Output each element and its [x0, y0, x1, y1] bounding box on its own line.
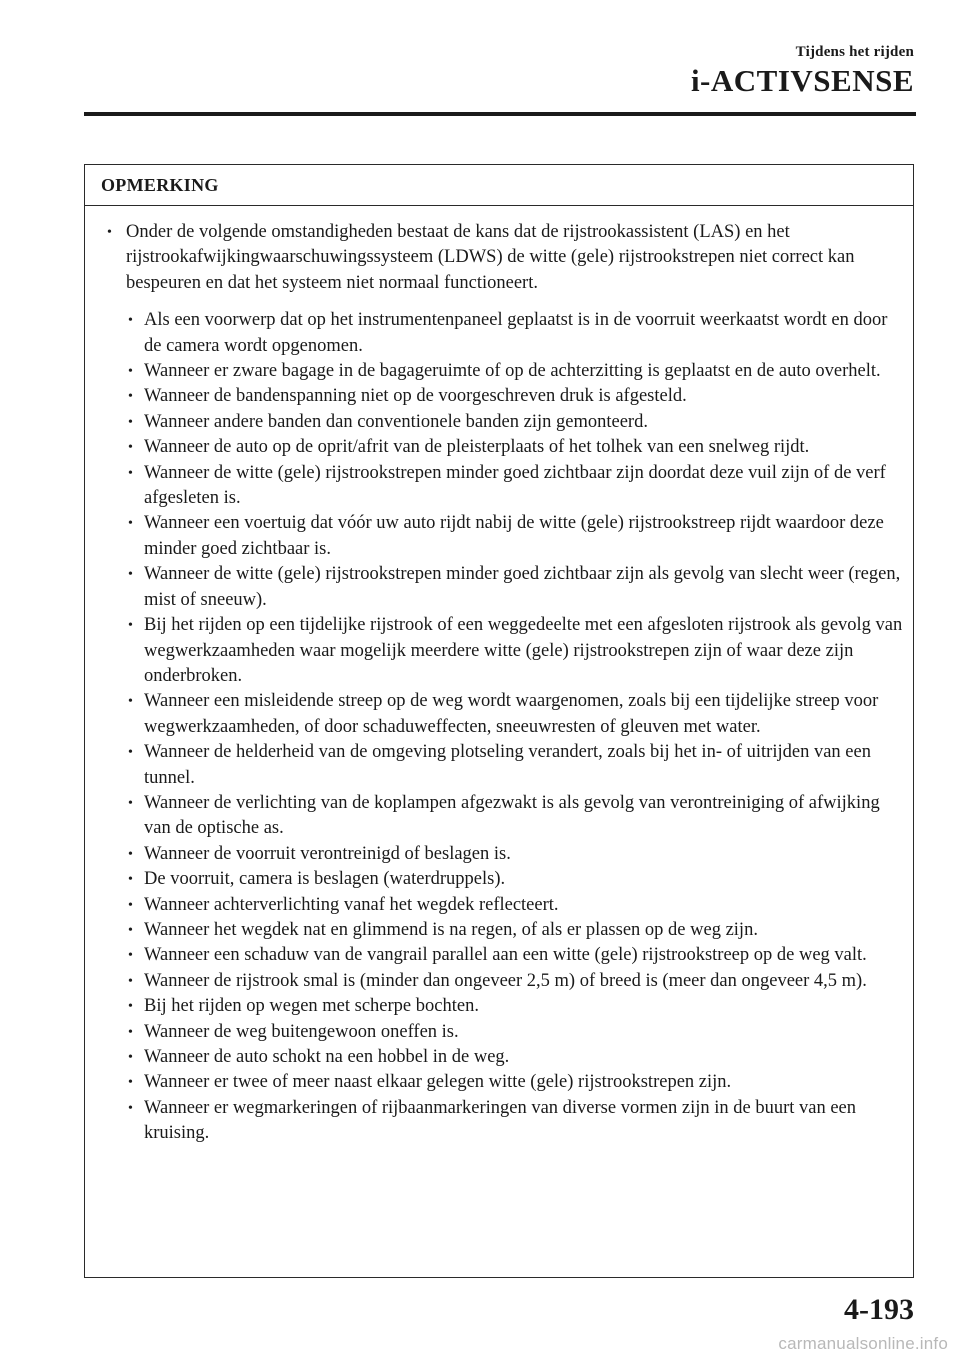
list-item-text: Wanneer de witte (gele) rijstrookstrepen minder goed zichtbaar zijn als gevolg van slecht weer (regen, mist of sneeuw).	[144, 564, 901, 610]
list-item	[126, 893, 905, 918]
bullet-icon: •	[128, 795, 133, 811]
note-box	[84, 164, 914, 1278]
list-item-text: Wanneer de weg buitengewoon oneffen is.	[144, 1021, 459, 1042]
list-item-text: Wanneer er zware bagage in de bagageruimte of op de achterzitting is geplaatst en de auto overhelt.	[144, 361, 881, 382]
bullet-icon: •	[128, 999, 133, 1015]
page-number: 4-193	[844, 1293, 914, 1326]
bullet-icon: •	[128, 516, 133, 532]
list-item	[126, 918, 905, 943]
bullet-icon: •	[128, 465, 133, 481]
bullet-icon: •	[128, 567, 133, 583]
list-item-text: Wanneer de voorruit verontreinigd of beslagen is.	[144, 843, 511, 864]
chapter-title: i-ACTIVSENSE	[690, 63, 914, 98]
condition-list	[101, 308, 905, 1146]
list-item	[126, 1096, 905, 1147]
list-item	[126, 1020, 905, 1045]
note-body	[85, 206, 913, 1147]
list-item-text: De voorruit, camera is beslagen (waterdruppels).	[144, 869, 506, 890]
bullet-icon: •	[128, 897, 133, 913]
list-item-text: Wanneer de auto schokt na een hobbel in de weg.	[144, 1047, 510, 1067]
bullet-icon: •	[128, 846, 133, 862]
bullet-icon: •	[128, 364, 133, 380]
list-item	[126, 842, 905, 867]
list-item	[126, 969, 905, 994]
list-item-text: Bij het rijden op wegen met scherpe bochten.	[144, 996, 479, 1017]
list-item	[126, 384, 905, 409]
bullet-icon: •	[128, 618, 133, 634]
list-item-text: Wanneer de verlichting van de koplampen afgezwakt is als gevolg van verontreiniging of afwijking van de optische as.	[144, 792, 880, 839]
list-item-text: Wanneer de bandenspanning niet op de voorgeschreven druk is afgesteld.	[144, 386, 687, 407]
list-item	[126, 1045, 905, 1070]
bullet-icon: •	[128, 872, 133, 888]
list-item-text: Wanneer achterverlichting vanaf het wegdek reflecteert.	[144, 894, 559, 915]
bullet-icon: •	[128, 948, 133, 964]
list-item	[126, 359, 905, 384]
bullet-icon: •	[128, 973, 133, 989]
bullet-icon: •	[107, 225, 112, 240]
list-item	[126, 994, 905, 1019]
list-item	[126, 943, 905, 968]
list-item-text: Wanneer het wegdek nat en glimmend is na regen, of als er plassen op de weg zijn.	[144, 919, 758, 940]
list-item-text: Wanneer een misleidende streep op de weg wordt waargenomen, zoals bij een tijdelijke streep voor wegwerkzaamheden, of door schaduweffecten, sneeuwresten of gleuven met water.	[144, 691, 879, 737]
list-item	[126, 867, 905, 892]
list-item-text: Wanneer er twee of meer naast elkaar gelegen witte (gele) rijstrookstrepen zijn.	[144, 1072, 732, 1093]
list-item	[126, 461, 905, 512]
list-item	[126, 613, 905, 689]
bullet-icon: •	[128, 1100, 133, 1116]
watermark: carmanualsonline.info	[778, 1334, 948, 1353]
bullet-icon: •	[128, 414, 133, 430]
bullet-icon: •	[128, 389, 133, 405]
list-item-text: Wanneer er wegmarkeringen of rijbaanmarkeringen van diverse vormen zijn in de buurt van een kruising.	[144, 1097, 857, 1144]
bullet-icon: •	[128, 1024, 133, 1040]
list-item-text: Wanneer andere banden dan conventionele banden zijn gemonteerd.	[144, 411, 648, 432]
list-item	[126, 562, 905, 613]
list-item-text: Wanneer de helderheid van de omgeving plotseling verandert, zoals bij het in- of uitrijden van een tunnel.	[144, 742, 871, 788]
header-rule	[84, 112, 916, 116]
list-item	[126, 308, 905, 359]
note-intro-text: Onder de volgende omstandigheden bestaat de kans dat de rijstrookassistent (LAS) en het rijstrookafwijkingwaarschuwingssysteem (LDWS) de witte (gele) rijstrookstrepen niet correct kan bespeuren en dat het systeem niet normaal functioneert.	[126, 222, 855, 293]
list-item	[126, 791, 905, 842]
list-item	[126, 511, 905, 562]
bullet-icon: •	[128, 313, 133, 329]
list-item	[126, 410, 905, 435]
list-item-text: Als een voorwerp dat op het instrumentenpaneel geplaatst is in de voorruit weerkaatst wordt en door de camera wordt opgenomen.	[144, 310, 888, 356]
page-header	[691, 44, 914, 96]
bullet-icon: •	[128, 694, 133, 710]
list-item-text: Wanneer een voertuig dat vóór uw auto rijdt nabij de witte (gele) rijstrookstreep rijdt waardoor deze minder goed zichtbaar is.	[144, 513, 884, 559]
list-item	[126, 435, 905, 460]
note-intro	[101, 220, 905, 296]
bullet-icon: •	[128, 745, 133, 761]
list-item	[126, 689, 905, 740]
list-item	[126, 1070, 905, 1095]
note-title: OPMERKING	[85, 165, 913, 206]
list-item-text: Wanneer een schaduw van de vangrail parallel aan een witte (gele) rijstrookstreep op de weg valt.	[144, 945, 867, 966]
bullet-icon: •	[128, 1075, 133, 1091]
bullet-icon: •	[128, 1050, 133, 1065]
bullet-icon: •	[128, 922, 133, 938]
list-item-text: Wanneer de auto op de oprit/afrit van de pleisterplaats of het tolhek van een snelweg rijdt.	[144, 437, 810, 458]
bullet-icon: •	[128, 440, 133, 456]
list-item-text: Wanneer de rijstrook smal is (minder dan ongeveer 2,5 m) of breed is (meer dan ongeveer 4,5 m).	[144, 970, 867, 991]
list-item	[126, 740, 905, 791]
list-item-text: Wanneer de witte (gele) rijstrookstrepen minder goed zichtbaar zijn doordat deze vuil zijn of de verf afgesleten is.	[144, 462, 886, 509]
section-label: Tijdens het rijden	[795, 44, 914, 60]
list-item-text: Bij het rijden op een tijdelijke rijstrook of een weggedeelte met een afgesloten rijstrook als gevolg van wegwerkzaamheden waar mogelijk meerdere witte (gele) rijstrookstrepen zijn of waar deze zijn onderbroken.	[144, 615, 903, 686]
